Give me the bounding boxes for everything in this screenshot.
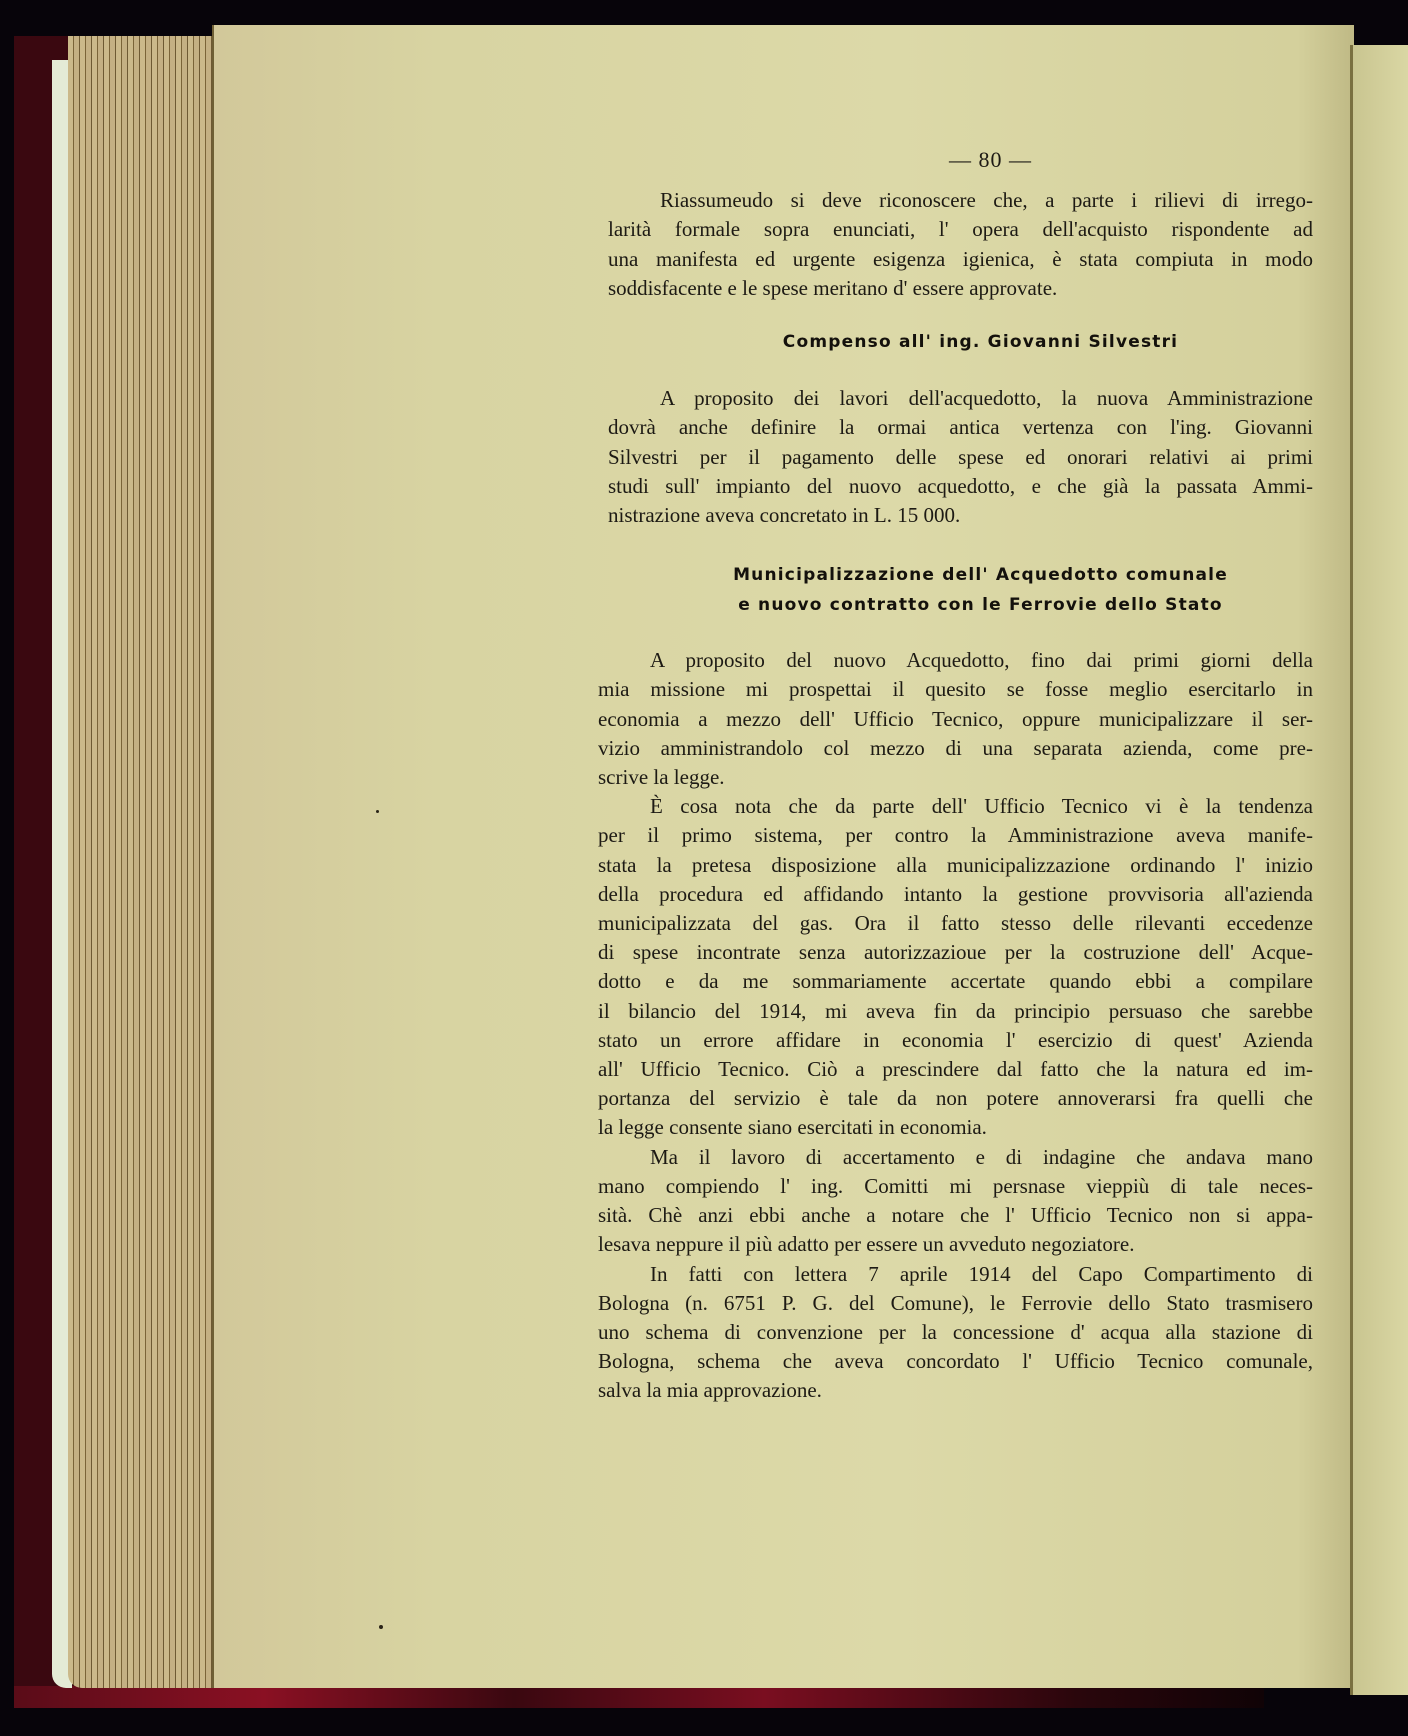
paragraph	[608, 186, 1313, 303]
text-line: soddisfacente e le spese meritano d' essere approvate.	[608, 275, 1058, 300]
text-line: Bologna, schema che aveva concordato l' Ufficio Tecnico comunale,	[598, 1349, 1313, 1374]
book-cover-bottom-edge	[14, 1686, 1264, 1708]
text-line: Silvestri per il pagamento delle spese ed onorari relativi ai primi	[608, 444, 1313, 469]
page-number: — 80 —	[949, 147, 1032, 172]
text-line: Riassumeudo si deve riconoscere che, a parte i rilievi di irrego-	[660, 188, 1313, 213]
text-line: studi sull' impianto del nuovo acquedotto, e che già la passata Ammi-	[608, 473, 1313, 498]
text-line: dovrà anche definire la ormai antica vertenza con l'ing. Giovanni	[608, 415, 1313, 440]
section-heading: Compenso all' ing. Giovanni Silvestri	[782, 332, 1179, 353]
text-line: vizio amministrandolo col mezzo di una separata azienda, come pre-	[598, 735, 1313, 760]
text-line: Ma il lavoro di accertamento e di indagine che andava mano	[650, 1144, 1313, 1169]
paragraph	[608, 384, 1313, 530]
text-line: dotto e da me sommariamente accertate quando ebbi a compilare	[598, 969, 1313, 994]
text-line: larità formale sopra enunciati, l' opera dell'acquisto rispondente ad	[608, 217, 1313, 242]
paragraph	[598, 1260, 1313, 1406]
text-line: portanza del servizio è tale da non potere annoverarsi fra quelli che	[598, 1086, 1313, 1111]
section-heading	[648, 560, 1313, 620]
text-line: In fatti con lettera 7 aprile 1914 del Capo Compartimento di	[650, 1261, 1313, 1286]
text-line: municipalizzata del gas. Ora il fatto stesso delle rilevanti eccedenze	[598, 911, 1313, 936]
text-line: di spese incontrate senza autorizzazioue per la costruzione dell' Acque-	[598, 940, 1313, 965]
text-line: della procedura ed affidando intanto la gestione provvisoria all'azienda	[598, 881, 1313, 906]
text-line: A proposito dei lavori dell'acquedotto, la nuova Amministrazione	[660, 386, 1313, 411]
text-line: mano compiendo l' ing. Comitti mi persnase vieppiù di tale neces-	[598, 1173, 1313, 1198]
text-line: all' Ufficio Tecnico. Ciò a prescindere dal fatto che la natura ed im-	[598, 1057, 1313, 1082]
text-line: È cosa nota che da parte dell' Ufficio Tecnico vi è la tendenza	[650, 794, 1313, 819]
page-text	[598, 145, 1313, 1406]
text-line: sità. Chè anzi ebbi anche a notare che l' Ufficio Tecnico non si appa-	[598, 1203, 1313, 1228]
text-line: una manifesta ed urgente esigenza igienica, è stata compiuta in modo	[608, 246, 1313, 271]
ink-speck	[376, 810, 379, 813]
text-line: uno schema di convenzione per la concessione d' acqua alla stazione di	[598, 1319, 1313, 1344]
text-line: il bilancio del 1914, mi aveva fin da principio persuaso che sarebbe	[598, 998, 1313, 1023]
stacked-page-edges	[68, 36, 218, 1688]
text-line: stata la pretesa disposizione alla municipalizzazione ordinando l' inizio	[598, 852, 1313, 877]
text-line: la legge consente siano esercitati in economia.	[598, 1115, 987, 1140]
paragraph	[598, 792, 1313, 1142]
section-body	[598, 646, 1313, 1405]
facing-page-sliver	[1353, 45, 1408, 1695]
text-line: scrive la legge.	[598, 765, 725, 790]
text-line: Bologna (n. 6751 P. G. del Comune), le Ferrovie dello Stato trasmisero	[598, 1290, 1313, 1315]
paragraph	[598, 646, 1313, 792]
text-line: stato un errore affidare in economia l' esercizio di quest' Azienda	[598, 1027, 1313, 1052]
section-heading-line: Municipalizzazione dell' Acquedotto comunale	[733, 565, 1228, 586]
ink-speck	[379, 1625, 383, 1629]
text-line: salva la mia approvazione.	[598, 1378, 822, 1403]
text-line: mia missione mi prospettai il quesito se fosse meglio esercitarlo in	[598, 677, 1313, 702]
text-line: economia a mezzo dell' Ufficio Tecnico, oppure municipalizzare il ser-	[598, 706, 1313, 731]
paragraph	[598, 1143, 1313, 1260]
text-line: nistrazione aveva concretato in L. 15 000.	[608, 503, 961, 528]
section-heading-line: e nuovo contratto con le Ferrovie dello Stato	[738, 595, 1223, 616]
text-line: A proposito del nuovo Acquedotto, fino dai primi giorni della	[650, 648, 1313, 673]
text-line: lesava neppure il più adatto per essere un avveduto negoziatore.	[598, 1232, 1135, 1257]
text-line: per il primo sistema, per contro la Amministrazione aveva manife-	[598, 823, 1313, 848]
